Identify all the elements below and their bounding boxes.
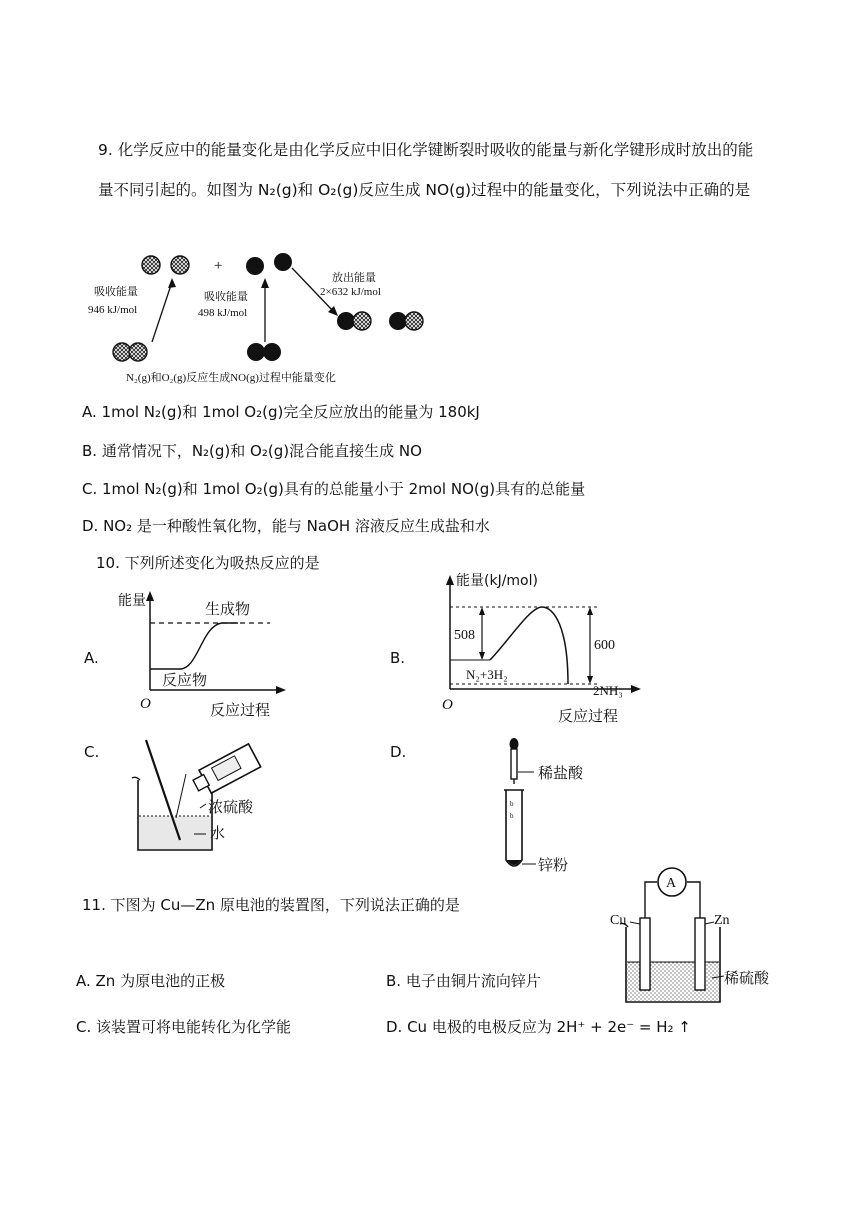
- svg-text:b: b: [510, 812, 514, 820]
- zn-label: Zn: [714, 913, 730, 928]
- q11-option-d[interactable]: D. Cu 电极的电极反应为 2H⁺ + 2e⁻ = H₂ ↑: [386, 1018, 691, 1036]
- b-product: 2NH₃: [593, 683, 623, 698]
- q9-option-c[interactable]: C. 1mol N₂(g)和 1mol O₂(g)具有的总能量小于 2mol NO(g)具有的总能量: [82, 480, 586, 498]
- b-reactant: N₂+3H₂: [466, 667, 508, 682]
- q10-option-b-letter[interactable]: B.: [390, 649, 406, 667]
- n2-atom: [129, 343, 147, 361]
- q9-stem-line1: 9. 化学反应中的能量变化是由化学反应中旧化学键断裂时吸收的能量与新化学键形成时放出的能: [98, 141, 754, 159]
- q10-stem: 10. 下列所述变化为吸热反应的是: [96, 554, 320, 572]
- b-ylabel: 能量(kJ/mol): [456, 573, 538, 589]
- plus-sign: +: [214, 258, 223, 274]
- q11-option-a[interactable]: A. Zn 为原电池的正极: [76, 972, 226, 990]
- b-xlabel: 反应过程: [558, 707, 619, 725]
- no-n-atom: [353, 312, 371, 330]
- q11-stem: 11. 下图为 Cu—Zn 原电池的装置图，下列说法正确的是: [82, 896, 460, 914]
- b-origin: O: [442, 697, 453, 713]
- q10-option-c-letter[interactable]: C.: [84, 743, 100, 761]
- q10-c-figure: [120, 732, 280, 857]
- ammeter-label: A: [666, 876, 677, 891]
- a-product-label: 生成物: [205, 600, 251, 618]
- o2-atom: [263, 343, 281, 361]
- absorb-value-o2: 498 kJ/mol: [198, 307, 248, 319]
- release-label: 放出能量: [332, 271, 376, 284]
- q11-option-c[interactable]: C. 该装置可将电能转化为化学能: [76, 1018, 292, 1036]
- no-n-atom: [405, 312, 423, 330]
- c-acid-label: 浓硫酸: [208, 798, 254, 816]
- no-o-atom: [389, 312, 407, 330]
- o-atom: [246, 257, 264, 275]
- q11-option-b[interactable]: B. 电子由铜片流向锌片: [386, 972, 541, 990]
- a-origin: O: [140, 696, 151, 712]
- no-o-atom: [337, 312, 355, 330]
- absorb-label-n2: 吸收能量: [94, 285, 138, 298]
- q9-option-d[interactable]: D. NO₂ 是一种酸性氧化物，能与 NaOH 溶液反应生成盐和水: [82, 517, 490, 535]
- o2-atom: [247, 343, 265, 361]
- q10-d-figure: [490, 732, 610, 880]
- cu-label: Cu: [610, 913, 627, 928]
- q10-option-a-letter[interactable]: A.: [84, 649, 99, 667]
- o-atom: [274, 253, 292, 271]
- b-value-600: 600: [594, 638, 615, 653]
- q9-stem-line2: 量不同引起的。如图为 N₂(g)和 O₂(g)反应生成 NO(g)过程中的能量变化，下列说法中正确的是: [98, 181, 751, 199]
- svg-text:b: b: [510, 800, 514, 808]
- d-zinc-label: 锌粉: [538, 856, 569, 874]
- q11-cell-figure: [600, 862, 790, 1012]
- figure-caption: N₂(g)和O₂(g)反应生成NO(g)过程中能量变化: [126, 372, 336, 384]
- n-atom: [171, 256, 189, 274]
- a-reactant-label: 反应物: [162, 671, 208, 689]
- zn-electrode: [695, 918, 705, 990]
- absorb-value-n2: 946 kJ/mol: [88, 304, 138, 316]
- a-ylabel: 能量: [118, 593, 146, 609]
- a-xlabel: 反应过程: [210, 701, 271, 719]
- c-water-label: 水: [210, 824, 226, 842]
- absorb-label-o2: 吸收能量: [204, 290, 248, 303]
- q10-b-graph: [430, 567, 655, 727]
- d-acid-label: 稀盐酸: [538, 764, 584, 782]
- b-value-508: 508: [454, 628, 475, 643]
- acid-label: 稀硫酸: [724, 969, 770, 987]
- q9-option-a[interactable]: A. 1mol N₂(g)和 1mol O₂(g)完全反应放出的能量为 180kJ: [82, 403, 480, 421]
- release-value: 2×632 kJ/mol: [320, 286, 381, 298]
- q9-energy-figure: [80, 240, 440, 390]
- q10-a-graph: [110, 585, 290, 720]
- cu-electrode: [640, 918, 650, 990]
- q9-option-b[interactable]: B. 通常情况下，N₂(g)和 O₂(g)混合能直接生成 NO: [82, 442, 422, 460]
- q10-option-d-letter[interactable]: D.: [390, 743, 407, 761]
- n-atom: [142, 256, 160, 274]
